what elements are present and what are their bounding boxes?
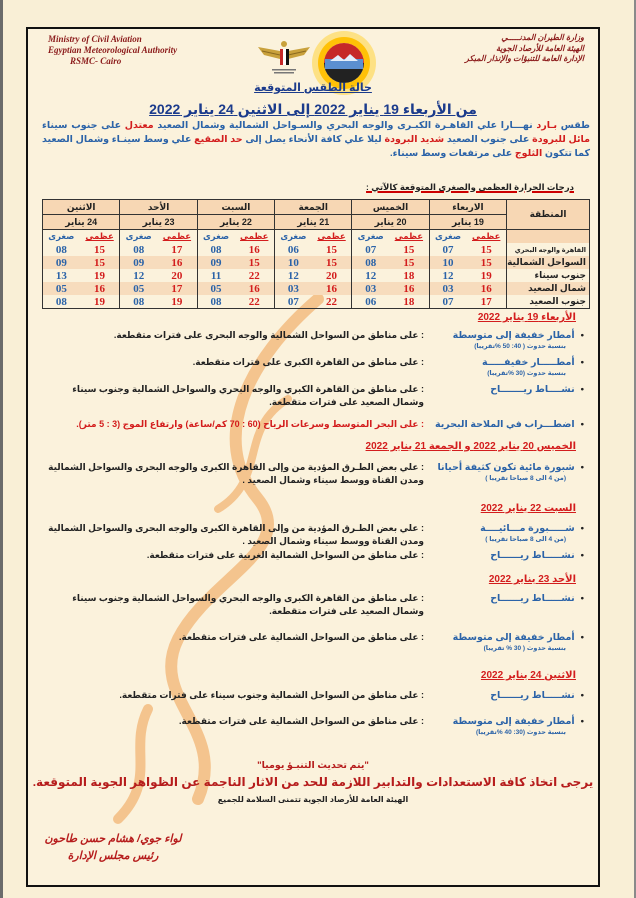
max-label: عظمى (80, 230, 120, 244)
probability-note: بنسبة حدوث ( 30 % تقريبا) (483, 645, 566, 652)
document-title: حالة الطقس المتوقعة (254, 82, 372, 94)
max-temp: 20 (312, 269, 352, 282)
phenomenon-label: أمطار خفيفة إلى متوسطة (452, 632, 575, 643)
phenomenon-label: نشـــــاط ريــــــاح (490, 593, 575, 604)
date-header: 20 يناير (352, 215, 429, 230)
region-name: جنوب سيناء (507, 269, 590, 282)
header-ar-line: الإدارة العامة للتنبؤات والإنذار المبكر (465, 54, 584, 63)
min-temp: 08 (43, 295, 80, 309)
min-temp: 08 (120, 295, 157, 309)
max-temp: 22 (234, 269, 274, 282)
min-temp: 08 (43, 243, 80, 256)
min-temp: 05 (120, 282, 157, 295)
bullet-icon: • (580, 357, 584, 368)
max-temp: 19 (157, 295, 197, 309)
min-temp: 08 (352, 256, 389, 269)
max-temp: 15 (234, 256, 274, 269)
phenomenon-description: : على مناطق من السواحل الشمالية وجنوب سيناء على فترات متقطعة. (119, 690, 424, 700)
probability-note: (من 4 الى 8 صباحا تقريبا ) (485, 536, 566, 543)
weather-summary (42, 119, 590, 161)
summary-text: على جنوب سيناء (42, 120, 125, 131)
max-temp: 16 (466, 282, 506, 295)
phenomenon-label: نشـــــاط ريــــــاح (490, 690, 575, 701)
min-temp: 06 (275, 243, 312, 256)
phenomenon-description: : على مناطق من السواحل الشمالية على فترات متقطعة. (179, 716, 424, 726)
bullet-icon: • (580, 384, 584, 395)
phenomenon-description: : علي بعض الطـرق المؤدية من وإلى القاهرة الكبرى والوجه البحرى والسواحل الشمالية ومدن القناة ووسط سيناء وشمال الصعيد . (48, 462, 424, 485)
bullet-icon: • (580, 462, 584, 473)
table-row (43, 243, 590, 256)
bullet-icon: • (580, 523, 584, 534)
max-temp: 18 (389, 295, 429, 309)
day-heading: الخميس 20 يناير 2022 و الجمعة 21 يناير 2022 (365, 441, 576, 452)
max-temp: 15 (312, 243, 352, 256)
min-temp: 10 (429, 256, 466, 269)
phenomenon-description: : على مناطق من القاهرة الكبرى على فترات متقطعة. (192, 357, 424, 367)
forecast-item (42, 689, 584, 702)
summary-highlight: شديد البرودة (384, 134, 445, 145)
bullet-icon: • (580, 330, 584, 341)
phenomenon (434, 689, 584, 702)
eagle-emblem-icon (256, 37, 312, 81)
min-temp: 05 (43, 282, 80, 295)
date-header: 22 يناير (197, 215, 274, 230)
max-temp: 15 (466, 243, 506, 256)
bullet-icon: • (580, 419, 584, 430)
min-label: صغرى (275, 230, 312, 244)
max-temp: 19 (80, 295, 120, 309)
min-temp: 08 (197, 295, 234, 309)
min-temp: 03 (275, 282, 312, 295)
max-temp: 16 (389, 282, 429, 295)
summary-text: طقس (557, 120, 590, 131)
phenomenon-label: أمطار خفيفة إلى متوسطة (452, 716, 575, 727)
phenomenon (434, 329, 584, 351)
probability-note: بنسبة حدوث (30: 40 %تقريبا) (476, 729, 566, 736)
header-en-line: Ministry of Civil Aviation (48, 34, 142, 44)
max-temp: 15 (466, 256, 506, 269)
summary-highlight: بـارد (536, 120, 558, 131)
forecast-item (42, 418, 584, 431)
bullet-icon: • (580, 593, 584, 604)
min-temp: 12 (429, 269, 466, 282)
max-temp: 22 (234, 295, 274, 309)
bullet-icon: • (580, 632, 584, 643)
signature (38, 831, 188, 865)
forecast-period: من الأربعاء 19 يناير 2022 إلى الاثنين 24 يناير 2022 (149, 101, 477, 117)
min-temp: 10 (275, 256, 312, 269)
date-header: 23 يناير (120, 215, 197, 230)
max-label: عظمى (234, 230, 274, 244)
forecast-item (42, 631, 584, 652)
max-temp: 19 (80, 269, 120, 282)
phenomenon (434, 418, 584, 431)
signature-name: لواء جوي/ هشام حسن طاحون (44, 833, 182, 845)
min-temp: 06 (352, 295, 389, 309)
phenomenon-label: اضطـــراب في الملاحة البحرية (434, 419, 575, 430)
probability-note: (من 4 الى 8 صباحا تقريبا ) (485, 475, 566, 482)
header-en-line: RSMC- Cairo (70, 56, 122, 66)
day-header: الاربعاء (429, 200, 506, 215)
advisory: يرجى اتخاذ كافة الاستعدادات والتدابير اللازمة للحد من الاثار الناجمة عن الظواهر الجوية المتوقعة. (32, 775, 594, 789)
max-temp: 16 (80, 282, 120, 295)
min-temp: 03 (429, 282, 466, 295)
max-temp: 17 (157, 282, 197, 295)
max-temp: 15 (389, 256, 429, 269)
max-temp: 15 (80, 243, 120, 256)
phenomenon-description: : على البحر المتوسط وسرعات الرياح (60 : 70 كم/ساعة) وارتفاع الموج (3 : 5 متر). (76, 419, 424, 429)
phenomenon-description: : على مناطق من القاهرة الكبرى والوجه البحري والسواحل الشمالية وجنوب سيناء وشمال الصعيد على فترات متقطعة. (72, 593, 424, 616)
max-temp: 22 (312, 295, 352, 309)
min-label: صغرى (43, 230, 80, 244)
phenomenon (434, 549, 584, 562)
summary-highlight: معتدل (124, 120, 154, 131)
forecast-item (42, 329, 584, 350)
min-temp: 07 (429, 243, 466, 256)
update-note: "يتم تحديث التنبـؤ يوميا" (257, 760, 369, 771)
max-temp: 17 (466, 295, 506, 309)
bullet-icon: • (580, 716, 584, 727)
summary-text: علي وسط سينـاء وشمال الصعيد كما تتكون (42, 134, 590, 159)
summary-text: على جنوب الصعيد (444, 134, 533, 145)
day-header: السبت (197, 200, 274, 215)
forecast-document (26, 27, 600, 887)
max-temp: 16 (157, 256, 197, 269)
min-temp: 09 (197, 256, 234, 269)
table-row (43, 295, 590, 309)
region-name: القاهرة والوجه البحري (507, 243, 590, 256)
min-temp: 12 (352, 269, 389, 282)
header-english (48, 34, 177, 67)
max-temp: 15 (389, 243, 429, 256)
max-label: عظمى (157, 230, 197, 244)
region-spacer (507, 230, 590, 244)
min-temp: 08 (120, 243, 157, 256)
summary-text: ليلا علي كافة الأنحاء يصل إلى (242, 134, 385, 145)
min-temp: 07 (275, 295, 312, 309)
summary-text: على مرتفعات وسط سيناء. (390, 148, 515, 159)
phenomenon-label: أمطـــــار خفيفـــــة (481, 357, 575, 368)
phenomenon (434, 356, 584, 378)
phenomenon (434, 715, 584, 737)
header-ar-line: وزارة الطيران المدنـــــي (501, 33, 584, 42)
min-temp: 05 (197, 282, 234, 295)
safety-wish: الهيئة العامة للأرصاد الجوية تتمنى السلامة للجميع (217, 795, 409, 804)
phenomenon-description: : على مناطق من السواحل الشمالية والوجه البحرى على فترات متقطعة. (113, 330, 424, 340)
forecast-item (42, 592, 584, 618)
min-temp: 12 (120, 269, 157, 282)
summary-highlight: مائل للبرودة (532, 134, 591, 145)
day-header: الأحد (120, 200, 197, 215)
phenomenon-description: : على مناطق من السواحل الشمالية الغربية على فترات متقطعة. (146, 550, 424, 560)
max-temp: 20 (157, 269, 197, 282)
table-row (43, 282, 590, 295)
signature-title: رئيس مجلس الإدارة (67, 850, 159, 862)
probability-note: بنسبة حدوث (30 %تقريبا) (487, 370, 566, 377)
summary-highlight: الثلوج (514, 148, 543, 159)
min-label: صغرى (352, 230, 389, 244)
phenomenon (434, 522, 584, 544)
day-header: الخميس (352, 200, 429, 215)
min-temp: 09 (43, 256, 80, 269)
phenomenon-label: نشــــاط ريـــــــاح (490, 384, 575, 395)
max-label: عظمى (466, 230, 506, 244)
probability-note: بنسبة حدوث ( 40: 50 %تقريبا) (474, 343, 566, 350)
forecast-item (42, 715, 584, 736)
max-temp: 16 (312, 282, 352, 295)
min-temp: 11 (197, 269, 234, 282)
phenomenon-label: أمطار خفيفة إلى متوسطة (452, 330, 575, 341)
phenomenon (434, 461, 584, 483)
min-temp: 12 (275, 269, 312, 282)
day-heading: الأربعاء 19 يناير 2022 (477, 312, 576, 323)
max-temp: 19 (466, 269, 506, 282)
phenomenon-description: : على مناطق من السواحل الشمالية على فترات متقطعة. (179, 632, 424, 642)
phenomenon (434, 383, 584, 396)
region-name: شمال الصعيد (507, 282, 590, 295)
temperature-table (42, 199, 590, 309)
max-temp: 17 (157, 243, 197, 256)
table-row (43, 269, 590, 282)
forecast-item (42, 356, 584, 377)
day-header: الاثنين (43, 200, 120, 215)
phenomenon-description: : على مناطق من القاهرة الكبري والوجه البحري والسواحل الشمالية وجنوب سيناء وشمال الصعيد على فترات متقطعة. (72, 384, 424, 407)
phenomenon-description: : علي بعض الطـرق المؤدية من وإلى القاهرة الكبرى والوجه البحرى والسواحل الشمالية ومدن القناة ووسط سيناء وشمال الصعيد . (48, 523, 424, 546)
forecast-item (42, 461, 584, 487)
day-heading: السبت 22 يناير 2022 (480, 503, 576, 514)
header-arabic (465, 33, 584, 65)
region-name: السواحل الشمالية (507, 256, 590, 269)
day-heading: الاثنين 24 يناير 2022 (480, 670, 576, 681)
min-temp: 09 (120, 256, 157, 269)
bullet-icon: • (580, 690, 584, 701)
day-header: الجمعة (275, 200, 352, 215)
min-temp: 07 (352, 243, 389, 256)
forecast-item (42, 522, 584, 548)
date-header: 24 يناير (43, 215, 120, 230)
phenomenon-label: نشـــــاط ريــــــاح (490, 550, 575, 561)
day-heading: الأحد 23 يناير 2022 (488, 574, 576, 585)
region-name: جنوب الصعيد (507, 295, 590, 309)
max-temp: 15 (312, 256, 352, 269)
min-temp: 13 (43, 269, 80, 282)
max-temp: 15 (80, 256, 120, 269)
forecast-item (42, 549, 584, 562)
phenomenon-label: شبورة مائية تكون كثيفة أحيانا (437, 462, 575, 473)
bullet-icon: • (580, 550, 584, 561)
table-caption: درجات الحرارة العظمى والصغرى المتوقعة كالآتي : (366, 182, 574, 192)
header-en-line: Egyptian Meteorological Authority (48, 45, 178, 55)
phenomenon-label: شـــــبورة مـــائيــــة (480, 523, 575, 534)
table-row (43, 256, 590, 269)
max-temp: 18 (389, 269, 429, 282)
min-label: صغرى (120, 230, 157, 244)
phenomenon (434, 592, 584, 605)
max-label: عظمى (389, 230, 429, 244)
forecast-item (42, 383, 584, 409)
date-header: 21 يناير (275, 215, 352, 230)
min-temp: 03 (352, 282, 389, 295)
window-edge-left (0, 0, 3, 898)
summary-text: نهـــارا علي القاهـرة الكبـرى والوجه البحري والسـواحل الشمالية وشمال الصعيد (153, 120, 537, 131)
min-temp: 07 (429, 295, 466, 309)
max-label: عظمى (312, 230, 352, 244)
min-temp: 08 (197, 243, 234, 256)
region-header: المنطقة (507, 200, 590, 230)
min-label: صغرى (197, 230, 234, 244)
header-ar-line: الهيئة العامة للأرصاد الجوية (495, 43, 584, 53)
phenomenon (434, 631, 584, 653)
date-header: 19 يناير (429, 215, 506, 230)
max-temp: 16 (234, 282, 274, 295)
max-temp: 16 (234, 243, 274, 256)
min-label: صغرى (429, 230, 466, 244)
summary-highlight: حد الصقيع (194, 134, 243, 145)
